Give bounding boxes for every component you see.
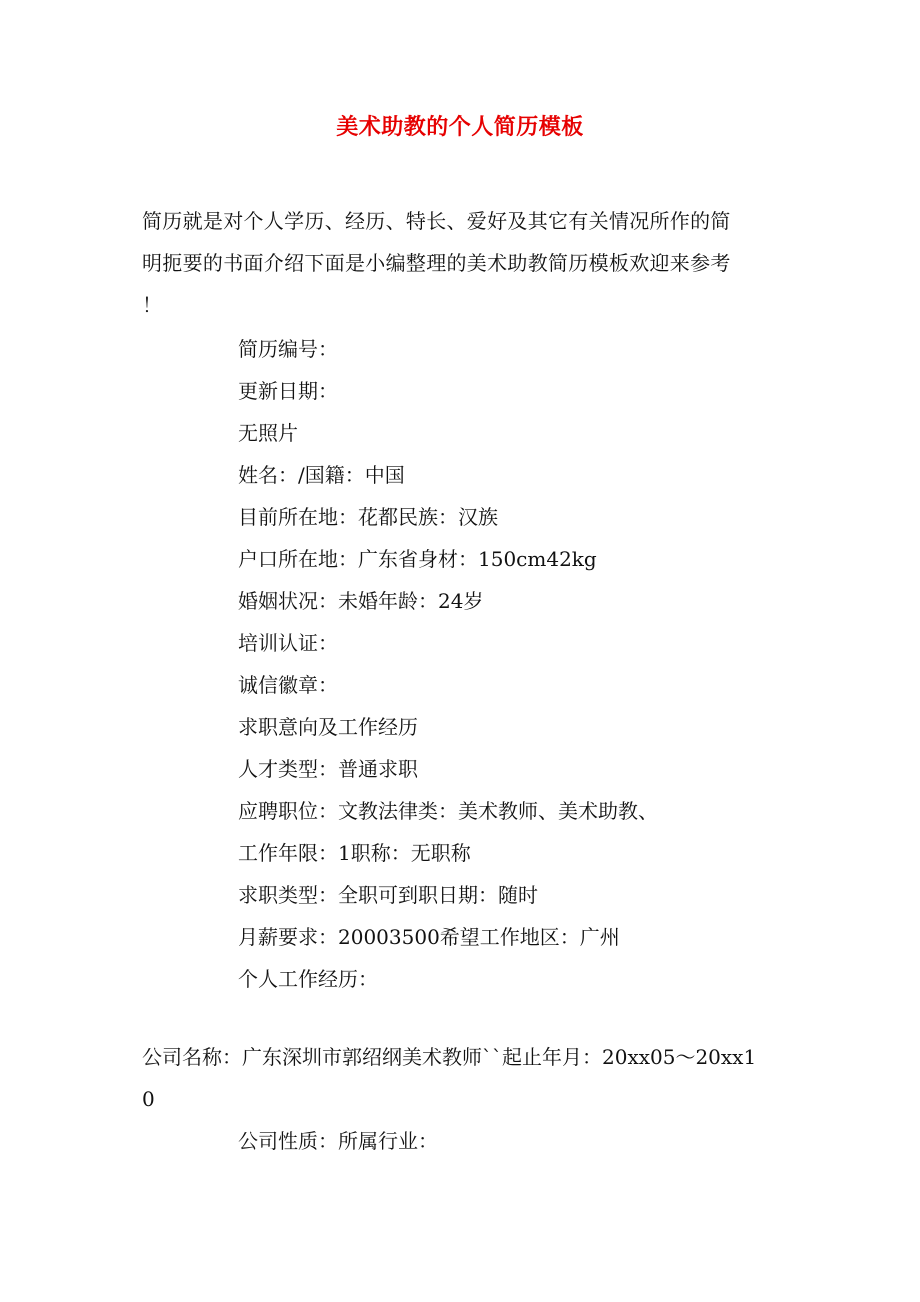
intro-line: ！ bbox=[142, 293, 163, 317]
field-resume-number: 简历编号： bbox=[238, 337, 338, 361]
company-line: 0 bbox=[142, 1087, 155, 1111]
company-entry bbox=[142, 1036, 802, 1120]
field-name-nationality: 姓名：/国籍：中国 bbox=[238, 463, 405, 487]
intro-line: 简历就是对个人学历、经历、特长、爱好及其它有关情况所作的简 bbox=[142, 209, 731, 233]
section-work-experience: 个人工作经历： bbox=[238, 967, 378, 991]
field-certification: 培训认证： bbox=[238, 631, 338, 655]
field-company-nature: 公司性质：所属行业： bbox=[238, 1129, 438, 1153]
field-years-title: 工作年限：1职称：无职称 bbox=[238, 841, 471, 865]
field-talent-type: 人才类型：普通求职 bbox=[238, 757, 418, 781]
section-job-intention: 求职意向及工作经历 bbox=[238, 715, 418, 739]
field-location-ethnicity: 目前所在地：花都民族：汉族 bbox=[238, 505, 498, 529]
field-marital-age: 婚姻状况：未婚年龄：24岁 bbox=[238, 589, 484, 613]
field-integrity-badge: 诚信徽章： bbox=[238, 673, 338, 697]
resume-fields bbox=[238, 328, 798, 1000]
field-position: 应聘职位：文教法律类：美术教师、美术助教、 bbox=[238, 799, 658, 823]
field-job-type-start: 求职类型：全职可到职日期：随时 bbox=[238, 883, 538, 907]
company-line: 公司名称：广东深圳市郭绍纲美术教师``起止年月：20xx05～20xx1 bbox=[142, 1045, 757, 1069]
intro-line: 明扼要的书面介绍下面是小编整理的美术助教简历模板欢迎来参考 bbox=[142, 251, 731, 275]
field-no-photo: 无照片 bbox=[238, 421, 298, 445]
intro-paragraph bbox=[142, 200, 782, 326]
field-update-date: 更新日期： bbox=[238, 379, 338, 403]
document-title: 美术助教的个人简历模板 bbox=[336, 114, 584, 140]
field-salary-region: 月薪要求：20003500希望工作地区：广州 bbox=[238, 925, 620, 949]
field-household-build: 户口所在地：广东省身材：150cm42kg bbox=[238, 547, 597, 571]
